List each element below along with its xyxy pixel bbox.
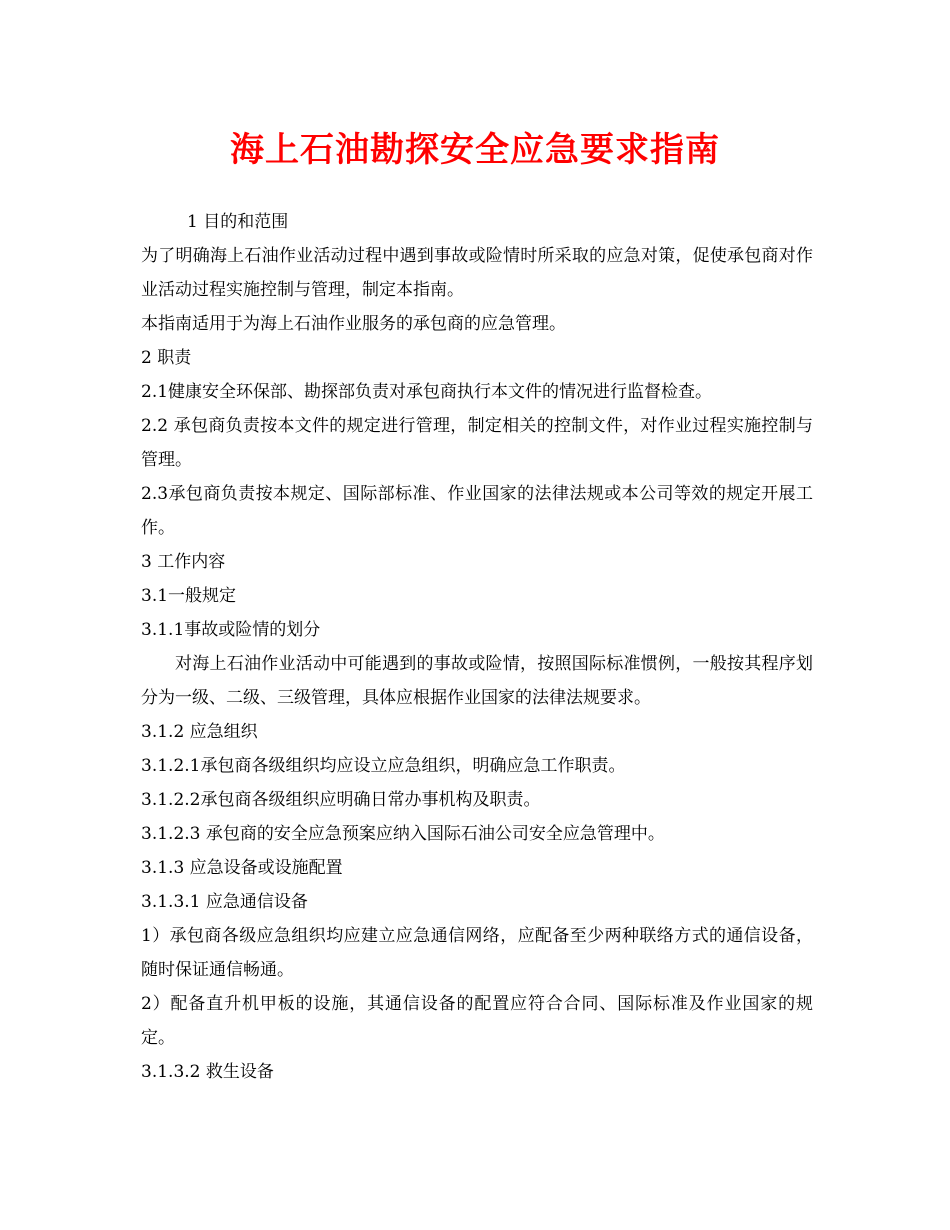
- paragraph: 3.1.2.3 承包商的安全应急预案应纳入国际石油公司安全应急管理中。: [141, 824, 665, 844]
- paragraph: 3.1.2.1承包商各级组织均应设立应急组织，明确应急工作职责。: [141, 756, 626, 776]
- subsection-heading: 3.1.2 应急组织: [141, 722, 258, 742]
- paragraph: 本指南适用于为海上石油作业服务的承包商的应急管理。: [141, 314, 566, 334]
- subsection-heading: 3.1.3 应急设备或设施配置: [141, 858, 343, 878]
- subsection-heading: 3.1一般规定: [141, 586, 237, 606]
- list-item: 2）配备直升机甲板的设施，其通信设备的配置应符合合同、国际标准及作业国家的规定。: [141, 994, 813, 1048]
- paragraph: 为了明确海上石油作业活动过程中遇到事故或险情时所采取的应急对策，促使承包商对作业活动过程实施控制与管理，制定本指南。: [141, 246, 813, 300]
- paragraph: 2.2 承包商负责按本文件的规定进行管理，制定相关的控制文件，对作业过程实施控制与管理。: [141, 416, 813, 470]
- paragraph: 对海上石油作业活动中可能遇到的事故或险情，按照国际标准惯例，一般按其程序划分为一级、二级、三级管理，具体应根据作业国家的法律法规要求。: [141, 654, 813, 708]
- section-heading: 3 工作内容: [141, 552, 226, 572]
- section-heading: 2 职责: [141, 348, 192, 368]
- paragraph: 2.3承包商负责按本规定、国际部标准、作业国家的法律法规或本公司等效的规定开展工作。: [141, 484, 813, 538]
- subsection-heading: 3.1.1事故或险情的划分: [141, 620, 321, 640]
- paragraph: 3.1.2.2承包商各级组织应明确日常办事机构及职责。: [141, 790, 541, 810]
- subsection-heading: 3.1.3.1 应急通信设备: [141, 892, 308, 912]
- document-title: 海上石油勘探安全应急要求指南: [230, 130, 720, 170]
- list-item: 1）承包商各级应急组织均应建立应急通信网络，应配备至少两种联络方式的通信设备，随时保证通信畅通。: [141, 926, 813, 980]
- section-heading: 1 目的和范围: [187, 212, 289, 232]
- subsection-heading: 3.1.3.2 救生设备: [141, 1062, 274, 1082]
- document-body: [141, 205, 813, 1089]
- paragraph: 2.1健康安全环保部、勘探部负责对承包商执行本文件的情况进行监督检查。: [141, 382, 713, 402]
